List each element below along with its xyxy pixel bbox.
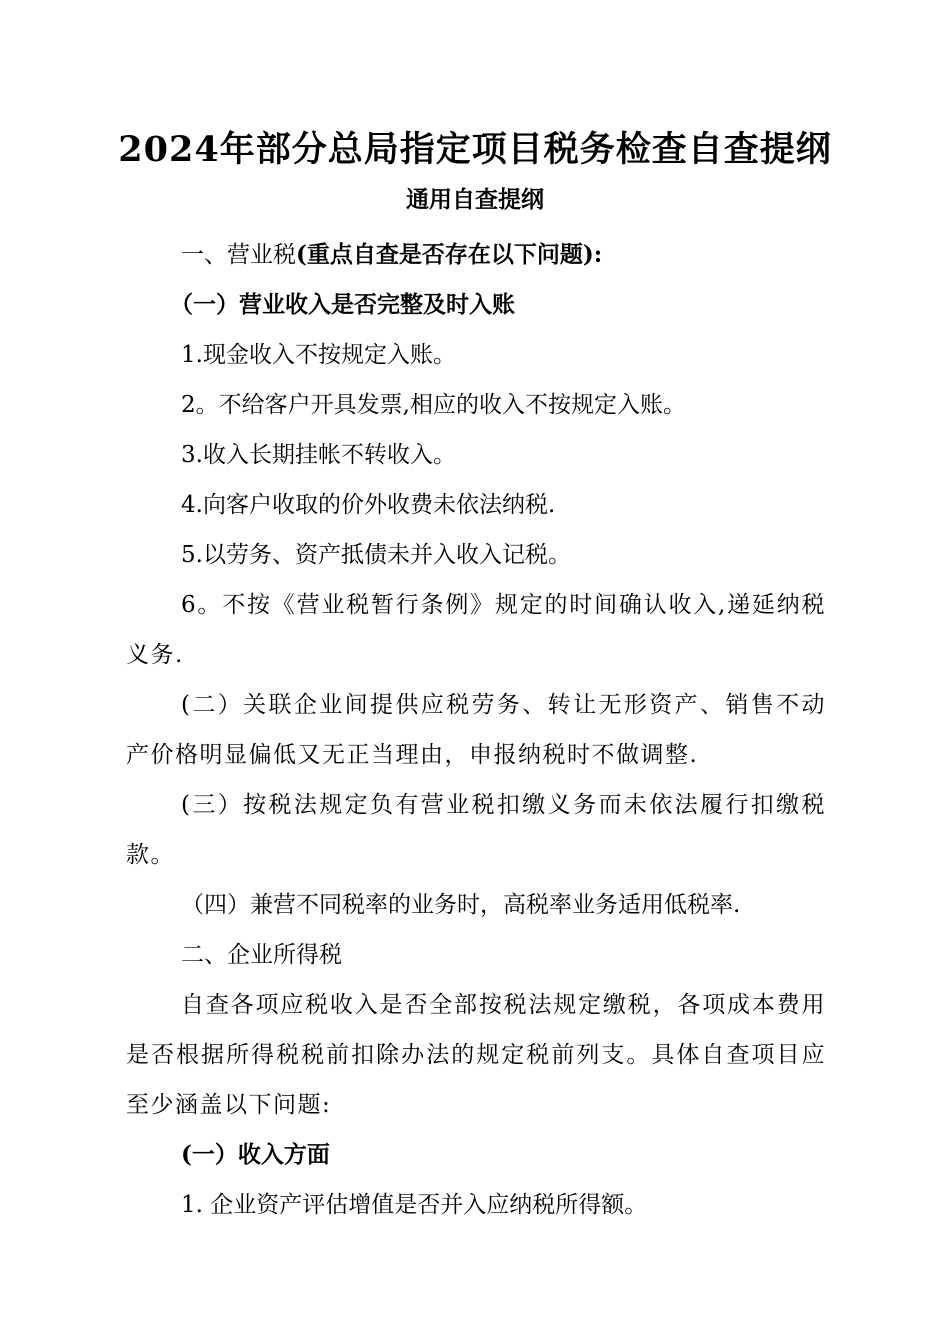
list-item: 3.收入长期挂帐不转收入。	[181, 442, 456, 468]
subsection-heading-revenue: （一）营业收入是否完整及时入账	[170, 291, 515, 318]
section-heading-plain: 一、营业税	[181, 242, 296, 268]
section-heading-business-tax	[126, 230, 826, 280]
subsection-mixed-rates: （四）兼营不同税率的业务时，高税率业务适用低税率.	[181, 892, 741, 918]
section-heading-income-tax: 二、企业所得税	[181, 942, 342, 968]
list-item: 5.以劳务、资产抵债未并入收入记税。	[181, 542, 571, 568]
list-item: 4.向客户收取的价外收费未依法纳税.	[181, 492, 556, 518]
subsection-heading-income: (一）收入方面	[181, 1141, 330, 1168]
list-item: 6。不按《营业税暂行条例》规定的时间确认收入,递延纳税义务.	[126, 592, 826, 668]
section-intro-paragraph: 自查各项应税收入是否全部按税法规定缴税，各项成本费用是否根据所得税税前扣除办法的规定税前列支。具体自查项目应至少涵盖以下问题:	[126, 992, 826, 1118]
list-item: 1.现金收入不按规定入账。	[181, 342, 456, 368]
subsection-related-parties: (二）关联企业间提供应税劳务、转让无形资产、销售不动产价格明显偏低又无正当理由，申报纳税时不做调整.	[126, 692, 826, 768]
list-item: 1. 企业资产评估增值是否并入应纳税所得额。	[181, 1192, 648, 1218]
subsection-withholding: (三）按税法规定负有营业税扣缴义务而未依法履行扣缴税款。	[126, 792, 826, 868]
list-item: 2。不给客户开具发票,相应的收入不按规定入账。	[181, 392, 686, 418]
document-subtitle: 通用自查提纲	[406, 186, 544, 213]
section-heading-bold: (重点自查是否存在以下问题):	[296, 241, 603, 268]
document-title: 2024年部分总局指定项目税务检查自查提纲	[118, 129, 832, 170]
document-body	[126, 230, 826, 1230]
